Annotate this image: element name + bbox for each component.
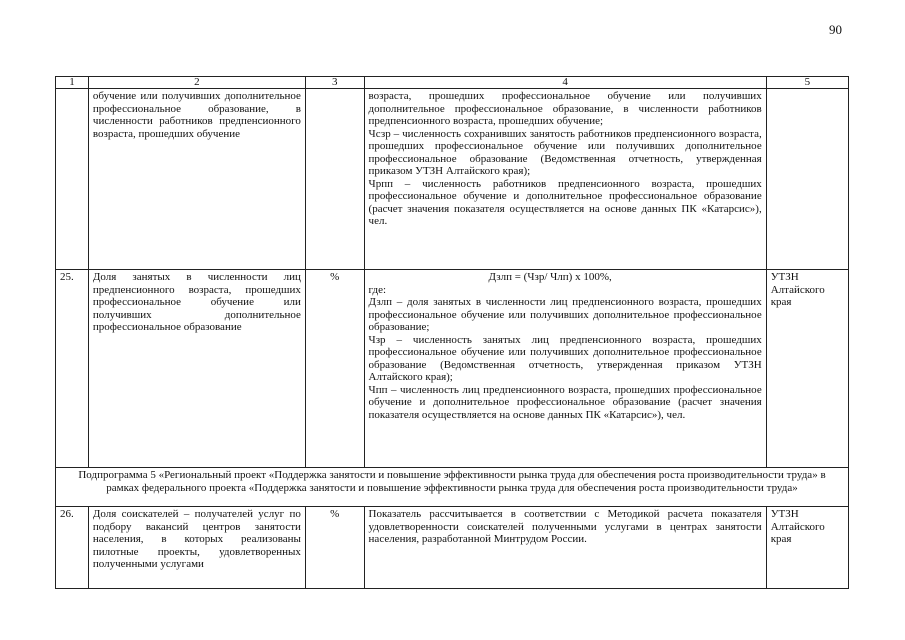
table-row bbox=[56, 89, 849, 270]
method-cell: Показатель рассчитывается в соответствии с Методикой расчета показателя удовлетворенности соискателей полученными услугами в центрах занятости населения, разработанной Минтрудом России. bbox=[364, 507, 766, 589]
header-col-2: 2 bbox=[88, 77, 305, 89]
formula: Дзлп = (Чзр/ Члп) х 100%, bbox=[488, 271, 612, 283]
method-paragraph: Чзр – численность занятых лиц предпенсионного возраста, прошедших профессиональное обучение или получивших дополнительное профессиональное образование (Ведомственная отчетность, утвержденная приказом УТЗН Алтайского края); bbox=[368, 333, 762, 383]
indicator-name: обучение или получивших дополнительное профессиональное образование, в численности работников предпенсионного возраста, прошедших обучение bbox=[88, 89, 305, 270]
method-cell bbox=[364, 270, 766, 468]
table-row bbox=[56, 507, 849, 589]
unit-cell: % bbox=[305, 270, 364, 468]
method-paragraph: Чсзр – численность сохранивших занятость работников предпенсионного возраста, прошедших профессиональное обучение или получивших дополнительное профессиональное образование (Ведомственная отчетность, утвержденная приказом УТЗН Алтайского края); bbox=[368, 127, 762, 177]
row-number bbox=[56, 89, 89, 270]
indicators-table bbox=[55, 76, 849, 589]
method-paragraph: Чрпп – численность работников предпенсионного возраста, прошедших профессиональное обучение и дополнительное профессиональное образование (расчет значения показателя осуществляется на основе данных ПК «Катарсис»), чел. bbox=[368, 177, 762, 227]
subprogram-heading: Подпрограмма 5 «Региональный проект «Поддержка занятости и повышение эффективности рынка труда для обеспечения роста производительности труда» в рамках федерального проекта «Поддержка занятости и повышение эффективности рынка труда для обеспечения роста производительности труда» bbox=[56, 468, 849, 507]
row-number: 26. bbox=[56, 507, 89, 589]
table-row bbox=[56, 270, 849, 468]
row-number: 25. bbox=[56, 270, 89, 468]
subprogram-row bbox=[56, 468, 849, 507]
header-col-4: 4 bbox=[364, 77, 766, 89]
indicator-name: Доля соискателей – получателей услуг по подбору вакансий центров занятости населения, в которых реализованы пилотные проекты, удовлетворенных полученными услугами bbox=[88, 507, 305, 589]
method-paragraph: Чпп – численность лиц предпенсионного возраста, прошедших профессиональное обучение и дополнительное профессиональное образование (расчет значения показателя осуществляется на основе данных ПК «Катарсис»), чел. bbox=[368, 383, 762, 421]
unit-cell bbox=[305, 89, 364, 270]
source-cell: УТЗН Алтайского края bbox=[766, 270, 848, 468]
header-col-5: 5 bbox=[766, 77, 848, 89]
method-cell bbox=[364, 89, 766, 270]
source-cell: УТЗН Алтайского края bbox=[766, 507, 848, 589]
source-cell bbox=[766, 89, 848, 270]
page-number: 90 bbox=[829, 22, 842, 37]
unit-cell: % bbox=[305, 507, 364, 589]
method-paragraph: Дзлп – доля занятых в численности лиц предпенсионного возраста, прошедших профессиональное обучение или получивших дополнительное профессиональное образование; bbox=[368, 296, 762, 333]
header-col-3: 3 bbox=[305, 77, 364, 89]
where-label: где: bbox=[368, 283, 387, 296]
indicator-name: Доля занятых в численности лиц предпенсионного возраста, прошедших профессиональное обучение или получивших дополнительное профессиональное образование bbox=[88, 270, 305, 468]
method-paragraph: возраста, прошедших профессиональное обучение или получивших дополнительное профессиональное образование, в численности работников предпенсионного возраста, прошедших обучение; bbox=[368, 90, 762, 127]
table-header-row bbox=[56, 77, 849, 89]
header-col-1: 1 bbox=[56, 77, 89, 89]
